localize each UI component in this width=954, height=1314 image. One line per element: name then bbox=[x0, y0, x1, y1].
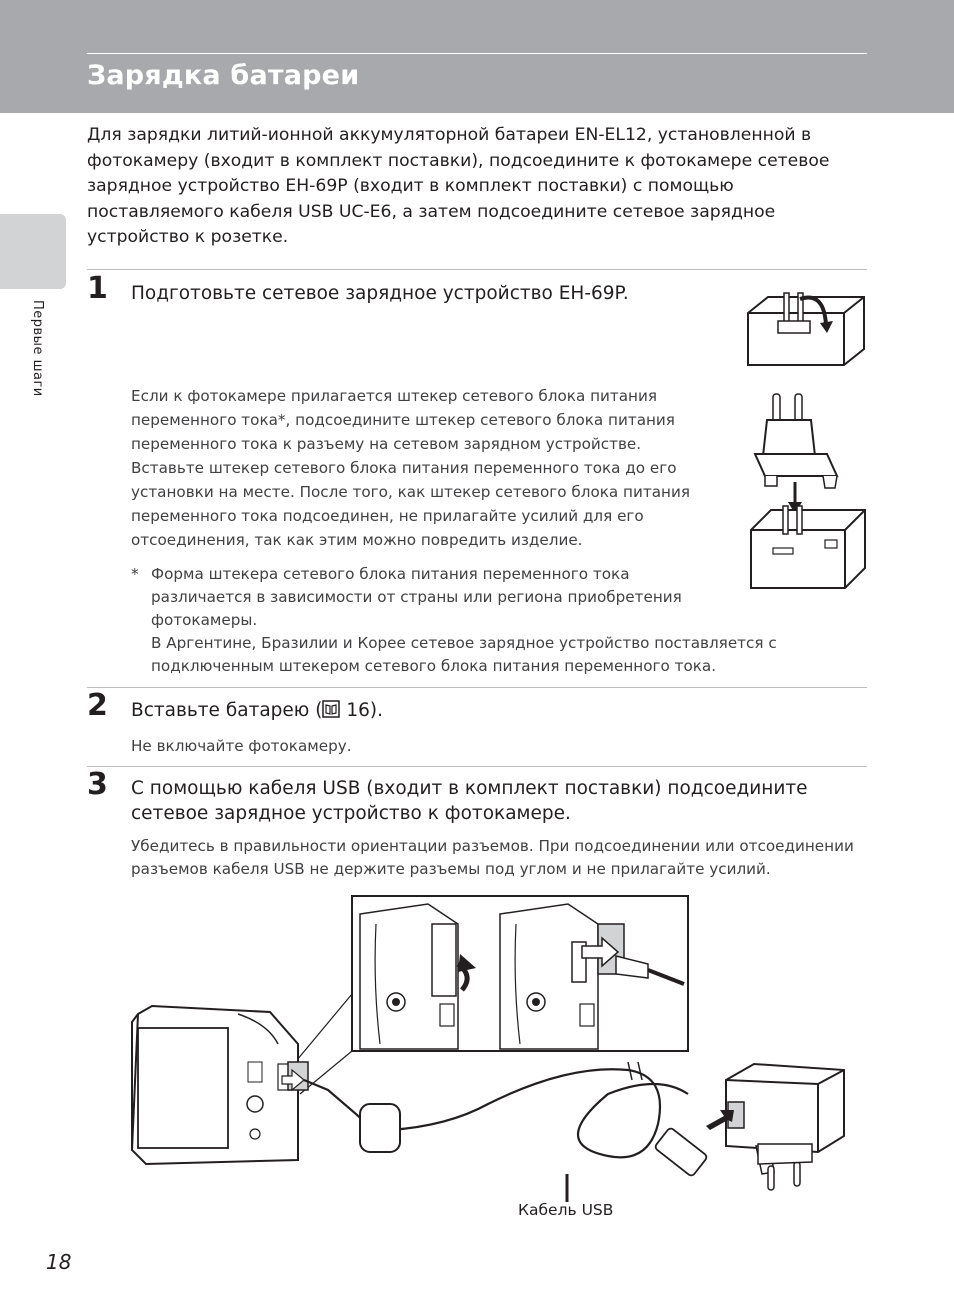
step-divider bbox=[87, 766, 867, 767]
body-line: установки на месте. После того, как штекер сетевого блока питания bbox=[131, 483, 690, 501]
body-line: Убедитесь в правильности ориентации разъемов. При подсоединении или отсоединении bbox=[131, 837, 854, 855]
usb-cable-label: Кабель USB bbox=[518, 1201, 614, 1219]
step-3-title bbox=[131, 776, 808, 826]
footnote-line: фотокамеры. bbox=[151, 611, 258, 629]
step-1-number: 1 bbox=[87, 271, 108, 306]
body-line: Если к фотокамере прилагается штекер сетевого блока питания bbox=[131, 387, 657, 405]
page-header bbox=[0, 0, 954, 113]
step-3-number: 3 bbox=[87, 767, 108, 802]
footnote-line: подключенным штекером сетевого блока питания переменного тока. bbox=[151, 657, 717, 675]
intro-line: поставляемого кабеля USB UC-E6, а затем подсоедините сетевое зарядное bbox=[87, 201, 776, 222]
usb-connection-illustration bbox=[128, 894, 848, 1204]
body-line: разъемов кабеля USB не держите разъемы под углом и не прилагайте усилий. bbox=[131, 860, 771, 878]
plug-attach-illustration bbox=[745, 390, 870, 590]
body-line: переменного тока*, подсоедините штекер сетевого блока питания bbox=[131, 411, 675, 429]
header-rule bbox=[87, 53, 867, 54]
body-line: отсоединения, так как этим можно повредить изделие. bbox=[131, 531, 583, 549]
body-line: переменного тока подсоединен, не прилагайте усилий для его bbox=[131, 507, 644, 525]
page-number: 18 bbox=[46, 1250, 72, 1274]
footnote-line: В Аргентине, Бразилии и Корее сетевое зарядное устройство поставляется с bbox=[151, 634, 777, 652]
book-reference-icon bbox=[322, 700, 340, 718]
step-2-body: Не включайте фотокамеру. bbox=[131, 737, 352, 755]
page-title: Зарядка батареи bbox=[87, 60, 360, 91]
title-line: сетевое зарядное устройство к фотокамере. bbox=[131, 803, 571, 824]
footnote-line: Форма штекера сетевого блока питания переменного тока bbox=[151, 565, 630, 583]
charger-plug-fold-illustration bbox=[740, 285, 872, 371]
intro-paragraph bbox=[87, 123, 867, 251]
footnote-line: различается в зависимости от страны или региона приобретения bbox=[151, 588, 682, 606]
step-divider bbox=[87, 687, 867, 688]
step-1-footnote bbox=[131, 563, 777, 678]
step-1-title: Подготовьте сетевое зарядное устройство EH-69P. bbox=[131, 283, 629, 304]
section-tab-label: Первые шаги bbox=[30, 300, 45, 397]
step-3-body bbox=[131, 835, 854, 881]
step-2-title bbox=[131, 698, 383, 723]
step-divider bbox=[87, 269, 867, 270]
step-2-title-text: Вставьте батарею ( bbox=[131, 700, 323, 721]
intro-line: устройство к розетке. bbox=[87, 227, 289, 247]
intro-line: зарядное устройство EH-69P (входит в комплект поставки) с помощью bbox=[87, 176, 734, 196]
intro-line: фотокамеру (входит в комплект поставки), подсоедините к фотокамере сетевое bbox=[87, 150, 830, 171]
step-2-number: 2 bbox=[87, 688, 108, 723]
title-line: С помощью кабеля USB (входит в комплект поставки) подсоедините bbox=[131, 778, 808, 799]
intro-line: Для зарядки литий-ионной аккумуляторной батареи EN-EL12, установленной в bbox=[87, 125, 812, 145]
body-line: переменного тока к разъему на сетевом зарядном устройстве. bbox=[131, 435, 642, 453]
section-tab bbox=[0, 214, 66, 289]
step-1-body bbox=[131, 384, 690, 552]
footnote-mark: * bbox=[131, 565, 139, 583]
body-line: Вставьте штекер сетевого блока питания переменного тока до его bbox=[131, 459, 677, 477]
step-2-page-ref: 16). bbox=[340, 700, 384, 721]
